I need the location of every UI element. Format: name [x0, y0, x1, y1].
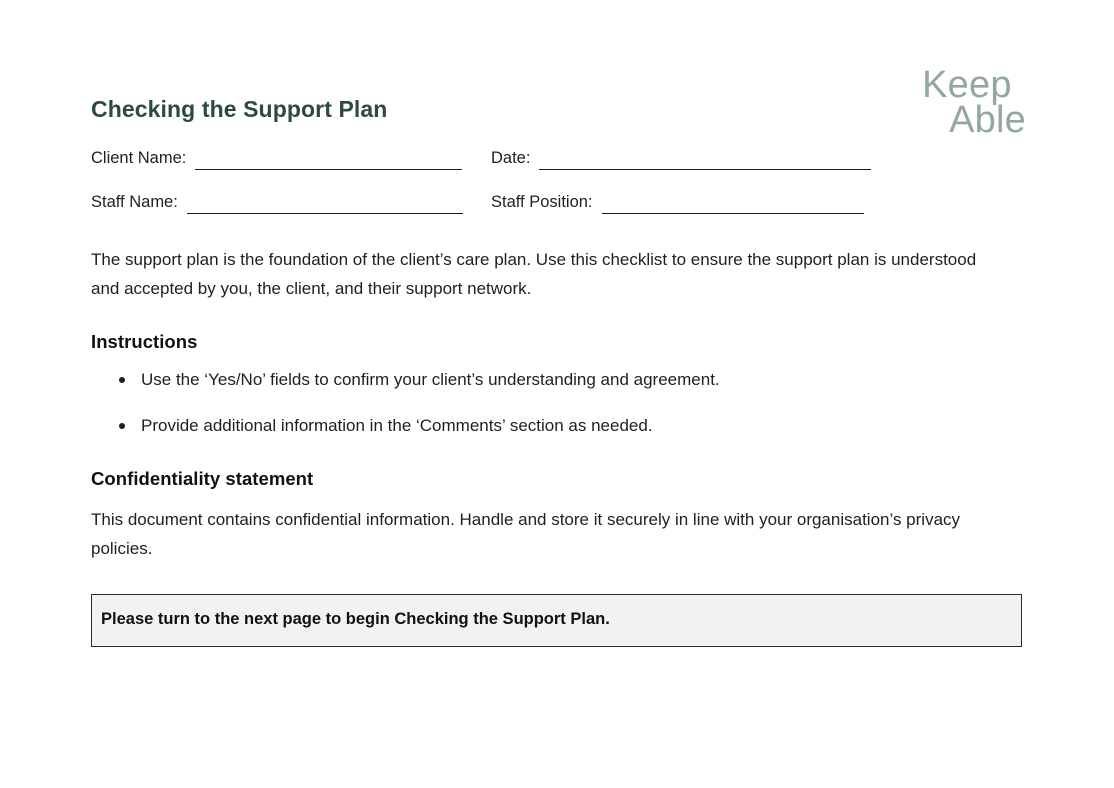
- date-input-rule[interactable]: [539, 150, 871, 170]
- list-item: Provide additional information in the ‘Comments’ section as needed.: [91, 413, 1023, 439]
- intro-paragraph: The support plan is the foundation of the client’s care plan. Use this checklist to ensure the support plan is understood and accepted by you, the client, and their support network.: [91, 249, 977, 298]
- staff-name-input-rule[interactable]: [187, 194, 463, 214]
- instructions-list: [91, 367, 1023, 440]
- confidentiality-heading: Confidentiality statement: [91, 467, 314, 489]
- logo-line-able: Able: [949, 98, 1026, 141]
- client-name-field[interactable]: [91, 149, 491, 170]
- next-page-callout: [91, 594, 1022, 647]
- client-name-label: Client Name:: [91, 149, 187, 167]
- form-row-staff: [91, 193, 1023, 214]
- staff-position-input-rule[interactable]: [602, 194, 864, 214]
- staff-name-field[interactable]: [91, 193, 491, 214]
- client-name-input-rule[interactable]: [195, 150, 462, 170]
- instructions-heading: Instructions: [91, 331, 198, 353]
- staff-name-label: Staff Name:: [91, 192, 178, 211]
- confidentiality-paragraph: This document contains confidential information. Handle and store it securely in line with your organisation’s privacy policies.: [91, 509, 961, 558]
- staff-position-field[interactable]: [491, 193, 1023, 214]
- form-row-client-date: [91, 149, 1023, 170]
- page-title: Checking the Support Plan: [91, 96, 388, 122]
- date-label: Date:: [491, 149, 531, 167]
- list-item: Use the ‘Yes/No’ fields to confirm your client’s understanding and agreement.: [91, 367, 1023, 393]
- date-field[interactable]: [491, 149, 1023, 170]
- staff-position-label: Staff Position:: [491, 192, 593, 211]
- logo-line-keep: Keep: [922, 64, 1012, 106]
- callout-text: Please turn to the next page to begin Checking the Support Plan.: [101, 610, 610, 629]
- document-content: [91, 96, 1023, 647]
